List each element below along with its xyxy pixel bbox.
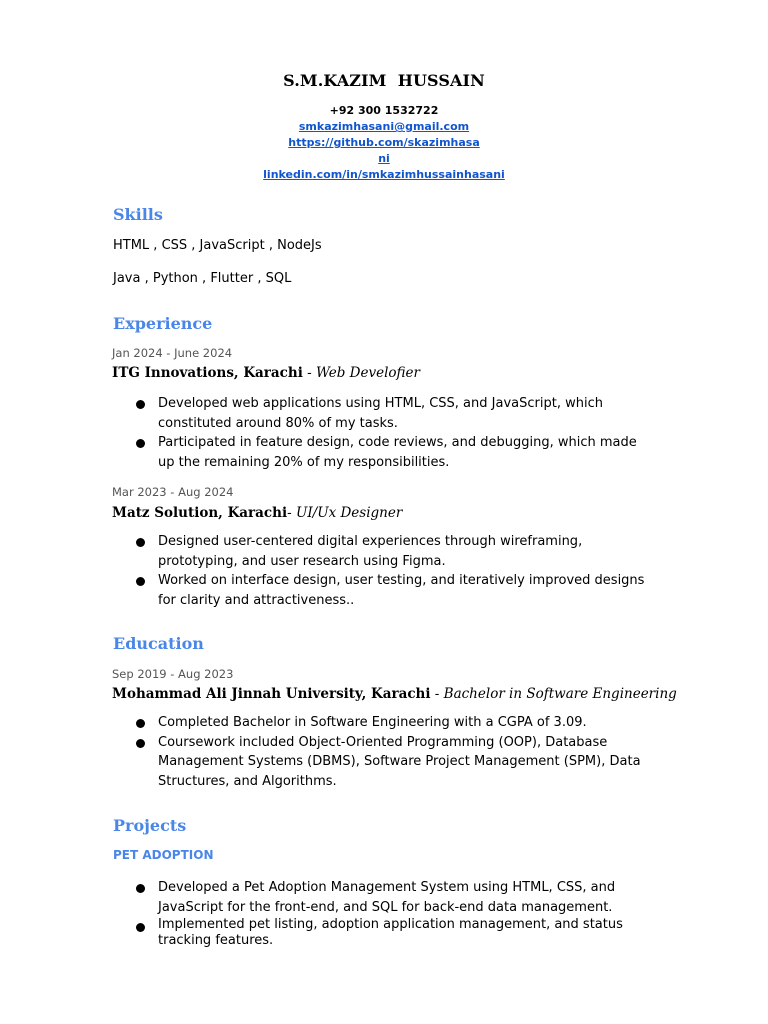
experience-heading: Experience [113, 314, 213, 333]
email-link-row [0, 119, 768, 135]
skills-heading: Skills [113, 205, 163, 224]
skills-line-1: HTML , CSS , JavaScript , NodeJs [113, 238, 322, 253]
github-link-row-2 [0, 151, 768, 167]
education-separator: - [430, 686, 444, 702]
bullet-icon [136, 400, 145, 409]
project-1-bullets [136, 878, 656, 949]
bullet-text: Implemented pet listing, adoption application management, and status tracking features. [158, 917, 623, 948]
list-item [136, 878, 656, 917]
bullet-text: Completed Bachelor in Software Engineering with a CGPA of 3.09. [158, 715, 587, 730]
github-link-row [0, 135, 768, 151]
education-org: Mohammad Ali Jinnah University, Karachi [112, 686, 431, 702]
education-heading: Education [113, 634, 204, 653]
job-1-title: Web Develofier [315, 365, 421, 381]
job-1-separator: - [302, 365, 316, 381]
job-2-org: Matz Solution, Karachi [112, 505, 288, 521]
list-item [136, 532, 656, 571]
skills-line-2: Java , Python , Flutter , SQL [113, 271, 292, 286]
list-item [136, 713, 656, 733]
candidate-name: S.M.KAZIM HUSSAIN [283, 71, 485, 90]
bullet-icon [136, 923, 145, 932]
bullet-text: Worked on interface design, user testing, and iteratively improved designs for clarity and attractiveness.. [158, 573, 645, 608]
bullet-text: Developed web applications using HTML, CSS, and JavaScript, which constituted around 80% of my tasks. [158, 396, 603, 431]
bullet-icon [136, 739, 145, 748]
bullet-text: Participated in feature design, code reviews, and debugging, which made up the remaining 20% of my responsibilities. [158, 435, 637, 470]
list-item [136, 394, 656, 433]
job-2-title: UI/Ux Designer [295, 505, 403, 521]
list-item [136, 733, 656, 792]
job-2-separator: - [287, 505, 296, 521]
bullet-icon [136, 538, 145, 547]
list-item [136, 433, 656, 472]
github-link-part1[interactable]: https://github.com/skazimhasa [288, 136, 480, 149]
list-item [136, 917, 656, 949]
linkedin-link-row [0, 167, 768, 183]
job-1-role [112, 365, 420, 381]
education-bullets [136, 713, 656, 791]
github-link-part2[interactable]: ni [378, 152, 390, 165]
email-link[interactable]: smkazimhasani@gmail.com [298, 120, 470, 133]
job-2-dates: Mar 2023 - Aug 2024 [112, 485, 234, 499]
bullet-icon [136, 439, 145, 448]
bullet-icon [136, 577, 145, 586]
education-degree: Bachelor in Software Engineering [443, 686, 677, 702]
bullet-text: Designed user-centered digital experiences through wireframing, prototyping, and user research using Figma. [158, 534, 583, 569]
bullet-icon [136, 719, 145, 728]
job-1-org: ITG Innovations, Karachi [112, 365, 303, 381]
bullet-icon [136, 884, 145, 893]
project-1-name: PET ADOPTION [113, 848, 214, 862]
projects-heading: Projects [113, 816, 187, 835]
job-1-bullets [136, 394, 656, 472]
job-1-dates: Jan 2024 - June 2024 [112, 346, 233, 360]
linkedin-link[interactable]: linkedin.com/in/smkazimhussainhasani [263, 168, 505, 181]
bullet-text: Coursework included Object-Oriented Programming (OOP), Database Management Systems (DBMS), Software Project Management (SPM), Data Structures, and Algorithms. [158, 734, 641, 789]
job-2-role [112, 505, 402, 521]
list-item [136, 571, 656, 610]
phone-number: +92 300 1532722 [329, 104, 439, 117]
education-dates: Sep 2019 - Aug 2023 [112, 667, 234, 681]
bullet-text: Developed a Pet Adoption Management System using HTML, CSS, and JavaScript for the front-end, and SQL for back-end data management. [158, 880, 616, 915]
education-role [112, 686, 677, 702]
job-2-bullets [136, 532, 656, 610]
